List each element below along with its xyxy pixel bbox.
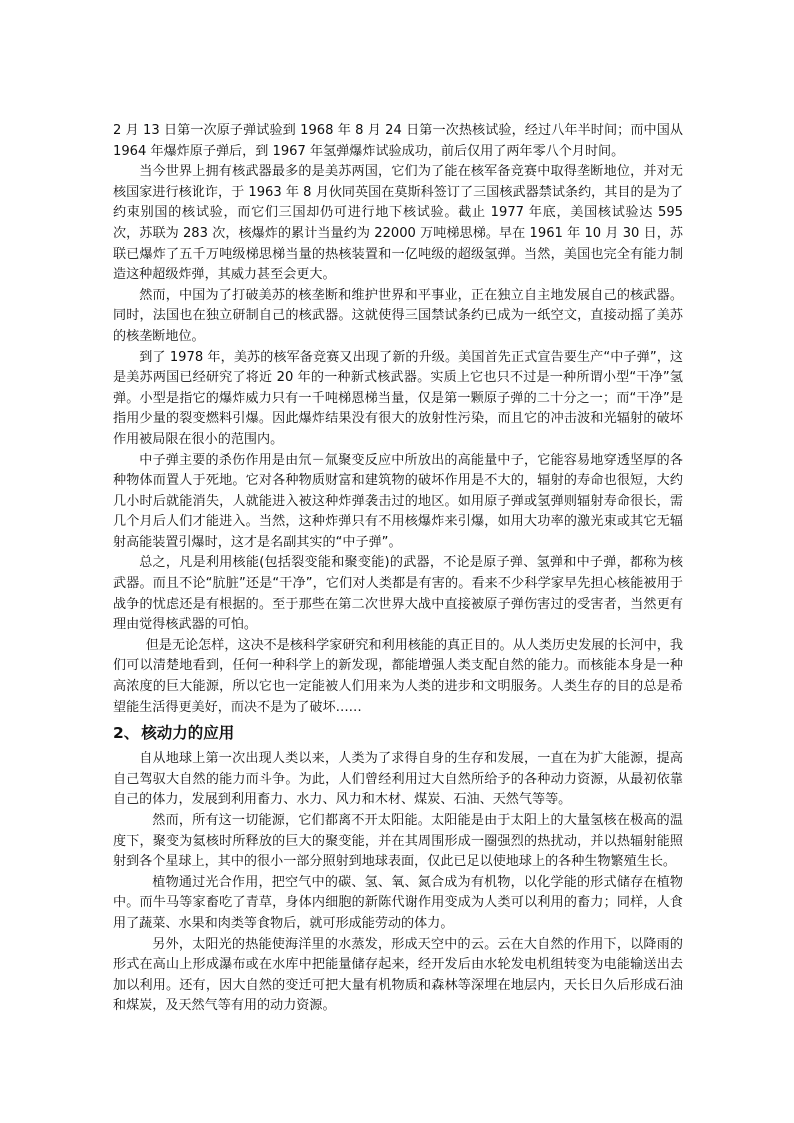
- paragraph: 中子弹主要的杀伤作用是由氘－氚聚变反应中所放出的高能量中子，它能容易地穿透坚厚的各种物体而置人于死地。它对各种物质财富和建筑物的破坏作用是不大的，辐射的寿命也很短，大约几小时后就能消失，人就能进入被这种炸弹袭击过的地区。如用原子弹或氢弹则辐射寿命很长，需几个月后人们才能进入。当然，这种炸弹只有不用核爆炸来引爆，如用大功率的激光束或其它无辐射高能装置引爆时，这才是名副其实的“中子弹”。: [113, 452, 683, 550]
- section-title: 核动力的应用: [141, 724, 235, 743]
- paragraph: 当今世界上拥有核武器最多的是美苏两国，它们为了能在核军备竞赛中取得垄断地位，并对无核国家进行核讹诈，于 1963 年 8 月伙同英国在莫斯科签订了三国核武器禁试条约，其目的是为了约束别国的核试验，而它们三国却仍可进行地下核试验。截止 1977 年底，美国核试验达 595 次，苏联为 283 次，核爆炸的累计当量约为 22000 万吨梯思梯。早在 1961 年 10 月 30 日，苏联已爆炸了五千万吨级梯思梯当量的热核装置和一亿吨级的超级氢弹。当然，美国也完全有能力制造这种超级炸弹，其威力甚至会更大。: [113, 164, 683, 283]
- paragraph: 2 月 13 日第一次原子弹试验到 1968 年 8 月 24 日第一次热核试验，经过八年半时间；而中国从 1964 年爆炸原子弹后，到 1967 年氢弹爆炸试验成功，前后仅用了两年零八个月时间。: [113, 123, 683, 159]
- paragraph: 另外，太阳光的热能使海洋里的水蒸发，形成天空中的云。云在大自然的作用下，以降雨的形式在高山上形成瀑布或在水库中把能量储存起来，经开发后由水轮发电机组转变为电能输送出去加以利用。还有，因大自然的变迁可把大量有机物质和森林等深埋在地层内，天长日久后形成石油和煤炭，及天然气等有用的动力资源。: [113, 936, 683, 1014]
- paragraph: 自从地球上第一次出现人类以来，人类为了求得自身的生存和发展，一直在为扩大能源，提高自己驾驭大自然的能力而斗争。为此，人们曾经利用过大自然所给予的各种动力资源，从最初依靠自己的体力，发展到利用畜力、水力、风力和木材、煤炭、石油、天然气等等。: [113, 751, 683, 808]
- section-heading: [113, 721, 683, 745]
- paragraph: 植物通过光合作用，把空气中的碳、氢、氧、氮合成为有机物，以化学能的形式储存在植物中。而牛马等家畜吃了青草，身体内细胞的新陈代谢作用变成为人类可以利用的畜力；同样，人食用了蔬菜、水果和肉类等食物后，就可形成能劳动的体力。: [113, 874, 683, 931]
- paragraph: 到了 1978 年，美苏的核军备竞赛又出现了新的升级。美国首先正式宣告要生产“中子弹”，这是美苏两国已经研究了将近 20 年的一种新式核武器。实质上它也只不过是一种所谓小型“干净”氢弹。小型是指它的爆炸威力只有一千吨梯恩梯当量，仅是第一颗原子弹的二十分之一；而“干净”是指用少量的裂变燃料引爆。因此爆炸结果没有很大的放射性污染，而且它的冲击波和光辐射的破坏作用被局限在很小的范围内。: [113, 349, 683, 447]
- document-body: [113, 121, 683, 1017]
- section-number: 2、: [113, 724, 140, 743]
- paragraph: 然而，中国为了打破美苏的核垄断和维护世界和平事业，正在独立自主地发展自己的核武器。同时，法国也在独立研制自己的核武器。这就使得三国禁试条约已成为一纸空文，直接动摇了美苏的核垄断地位。: [113, 287, 683, 344]
- paragraph: 总之，凡是利用核能(包括裂变能和聚变能)的武器，不论是原子弹、氢弹和中子弹，都称为核武器。而且不论“肮脏”还是“干净”，它们对人类都是有害的。看来不少科学家早先担心核能被用于战争的忧虑还是有根据的。至于那些在第二次世界大战中直接被原子弹伤害过的受害者，当然更有理由觉得核武器的可怕。: [113, 555, 683, 633]
- paragraph: 然而，所有这一切能源，它们都离不开太阳能。太阳能是由于太阳上的大量氢核在极高的温度下，聚变为氦核时所释放的巨大的聚变能，并在其周围形成一圈强烈的热扰动，并以热辐射能照射到各个星球上，其中的很小一部分照射到地球表面，仅此已足以使地球上的各种生物繁殖生长。: [113, 813, 683, 870]
- paragraph: 但是无论怎样，这决不是核科学家研究和利用核能的真正目的。从人类历史发展的长河中，我们可以清楚地看到，任何一种科学上的新发现，都能增强人类支配自然的能力。而核能本身是一种高浓度的巨大能源，所以它也一定能被人们用来为人类的进步和文明服务。人类生存的目的总是希望能生活得更美好，而决不是为了破坏……: [113, 637, 683, 715]
